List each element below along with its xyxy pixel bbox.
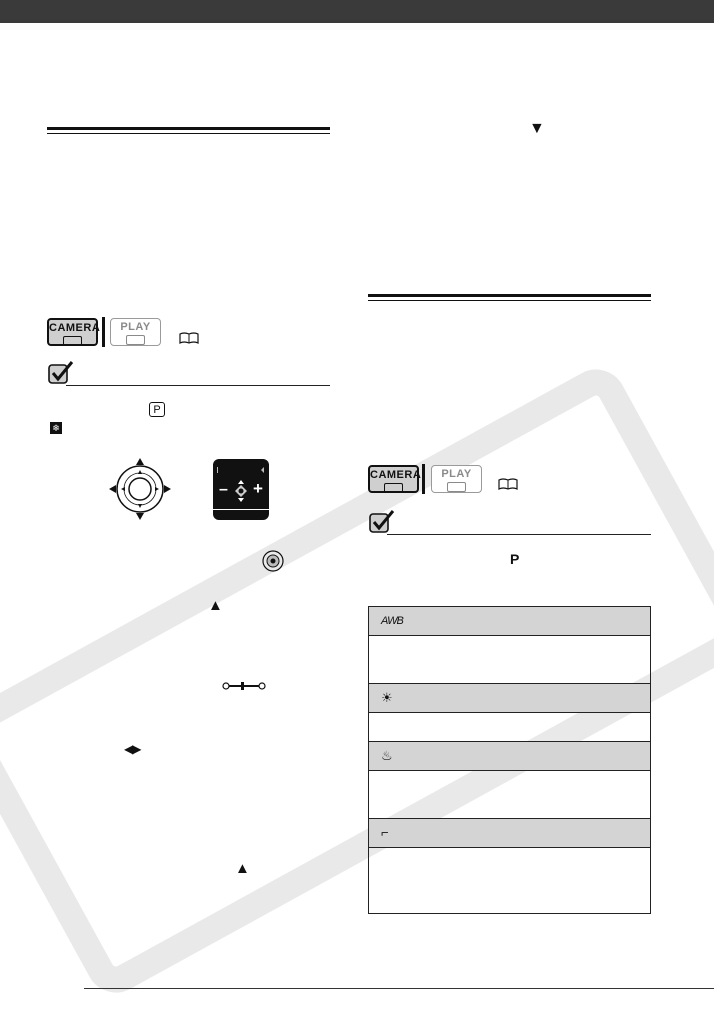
footer-rule [84, 988, 714, 989]
table-row-head [369, 607, 650, 635]
mode-separator [102, 317, 105, 347]
camera-mode-label: CAMERA [370, 469, 422, 481]
tungsten-icon: ♨ [381, 748, 393, 763]
checklist-rule-left [66, 385, 330, 386]
book-icon [179, 332, 199, 344]
tape-icon [384, 483, 403, 493]
minus-icon: – [219, 481, 228, 498]
program-mode-icon: P [510, 551, 520, 567]
program-mode-icon: P [149, 402, 165, 417]
section-rule-right [368, 294, 651, 301]
table-row-head [369, 742, 650, 770]
auto-white-balance-icon: AWB [381, 615, 403, 627]
slider-icon [222, 681, 266, 691]
table-row-head [369, 819, 650, 847]
checklist-icon [47, 360, 75, 386]
display-screen-diagram [213, 459, 269, 520]
arrow-up-icon: ▲ [235, 860, 250, 877]
header-bar [0, 0, 714, 23]
snowflake-icon: ❄ [50, 422, 62, 434]
daylight-icon: ☀ [381, 690, 393, 705]
table-divider [369, 635, 650, 636]
camera-mode-badge [47, 318, 101, 346]
tape-icon [63, 336, 82, 346]
camera-mode-label: CAMERA [49, 322, 101, 334]
play-mode-badge [110, 318, 161, 346]
tape-icon [126, 335, 145, 345]
play-mode-badge [431, 465, 482, 493]
joystick-diagram [108, 457, 172, 521]
mode-separator [422, 464, 425, 494]
checklist-icon [368, 509, 396, 535]
joystick-small-icon [232, 480, 250, 502]
checklist-rule-right [387, 534, 651, 535]
book-icon [498, 478, 518, 490]
table-row-head [369, 684, 650, 712]
section-rule-left [47, 127, 330, 134]
table-divider [369, 847, 650, 848]
play-mode-label: PLAY [441, 468, 472, 480]
arrow-up-icon: ▲ [208, 597, 223, 614]
custom-white-balance-icon: ⌐ [381, 825, 389, 840]
plus-icon: + [253, 479, 263, 498]
white-balance-table [368, 606, 651, 914]
table-divider [369, 712, 650, 713]
play-mode-label: PLAY [120, 321, 151, 333]
tape-icon [447, 482, 466, 492]
table-divider [369, 770, 650, 771]
camera-mode-badge [368, 465, 422, 493]
left-right-arrows-icon: ◀▶ [124, 742, 141, 756]
arrow-down-icon: ▼ [529, 120, 545, 137]
joystick-button-icon [262, 550, 284, 572]
